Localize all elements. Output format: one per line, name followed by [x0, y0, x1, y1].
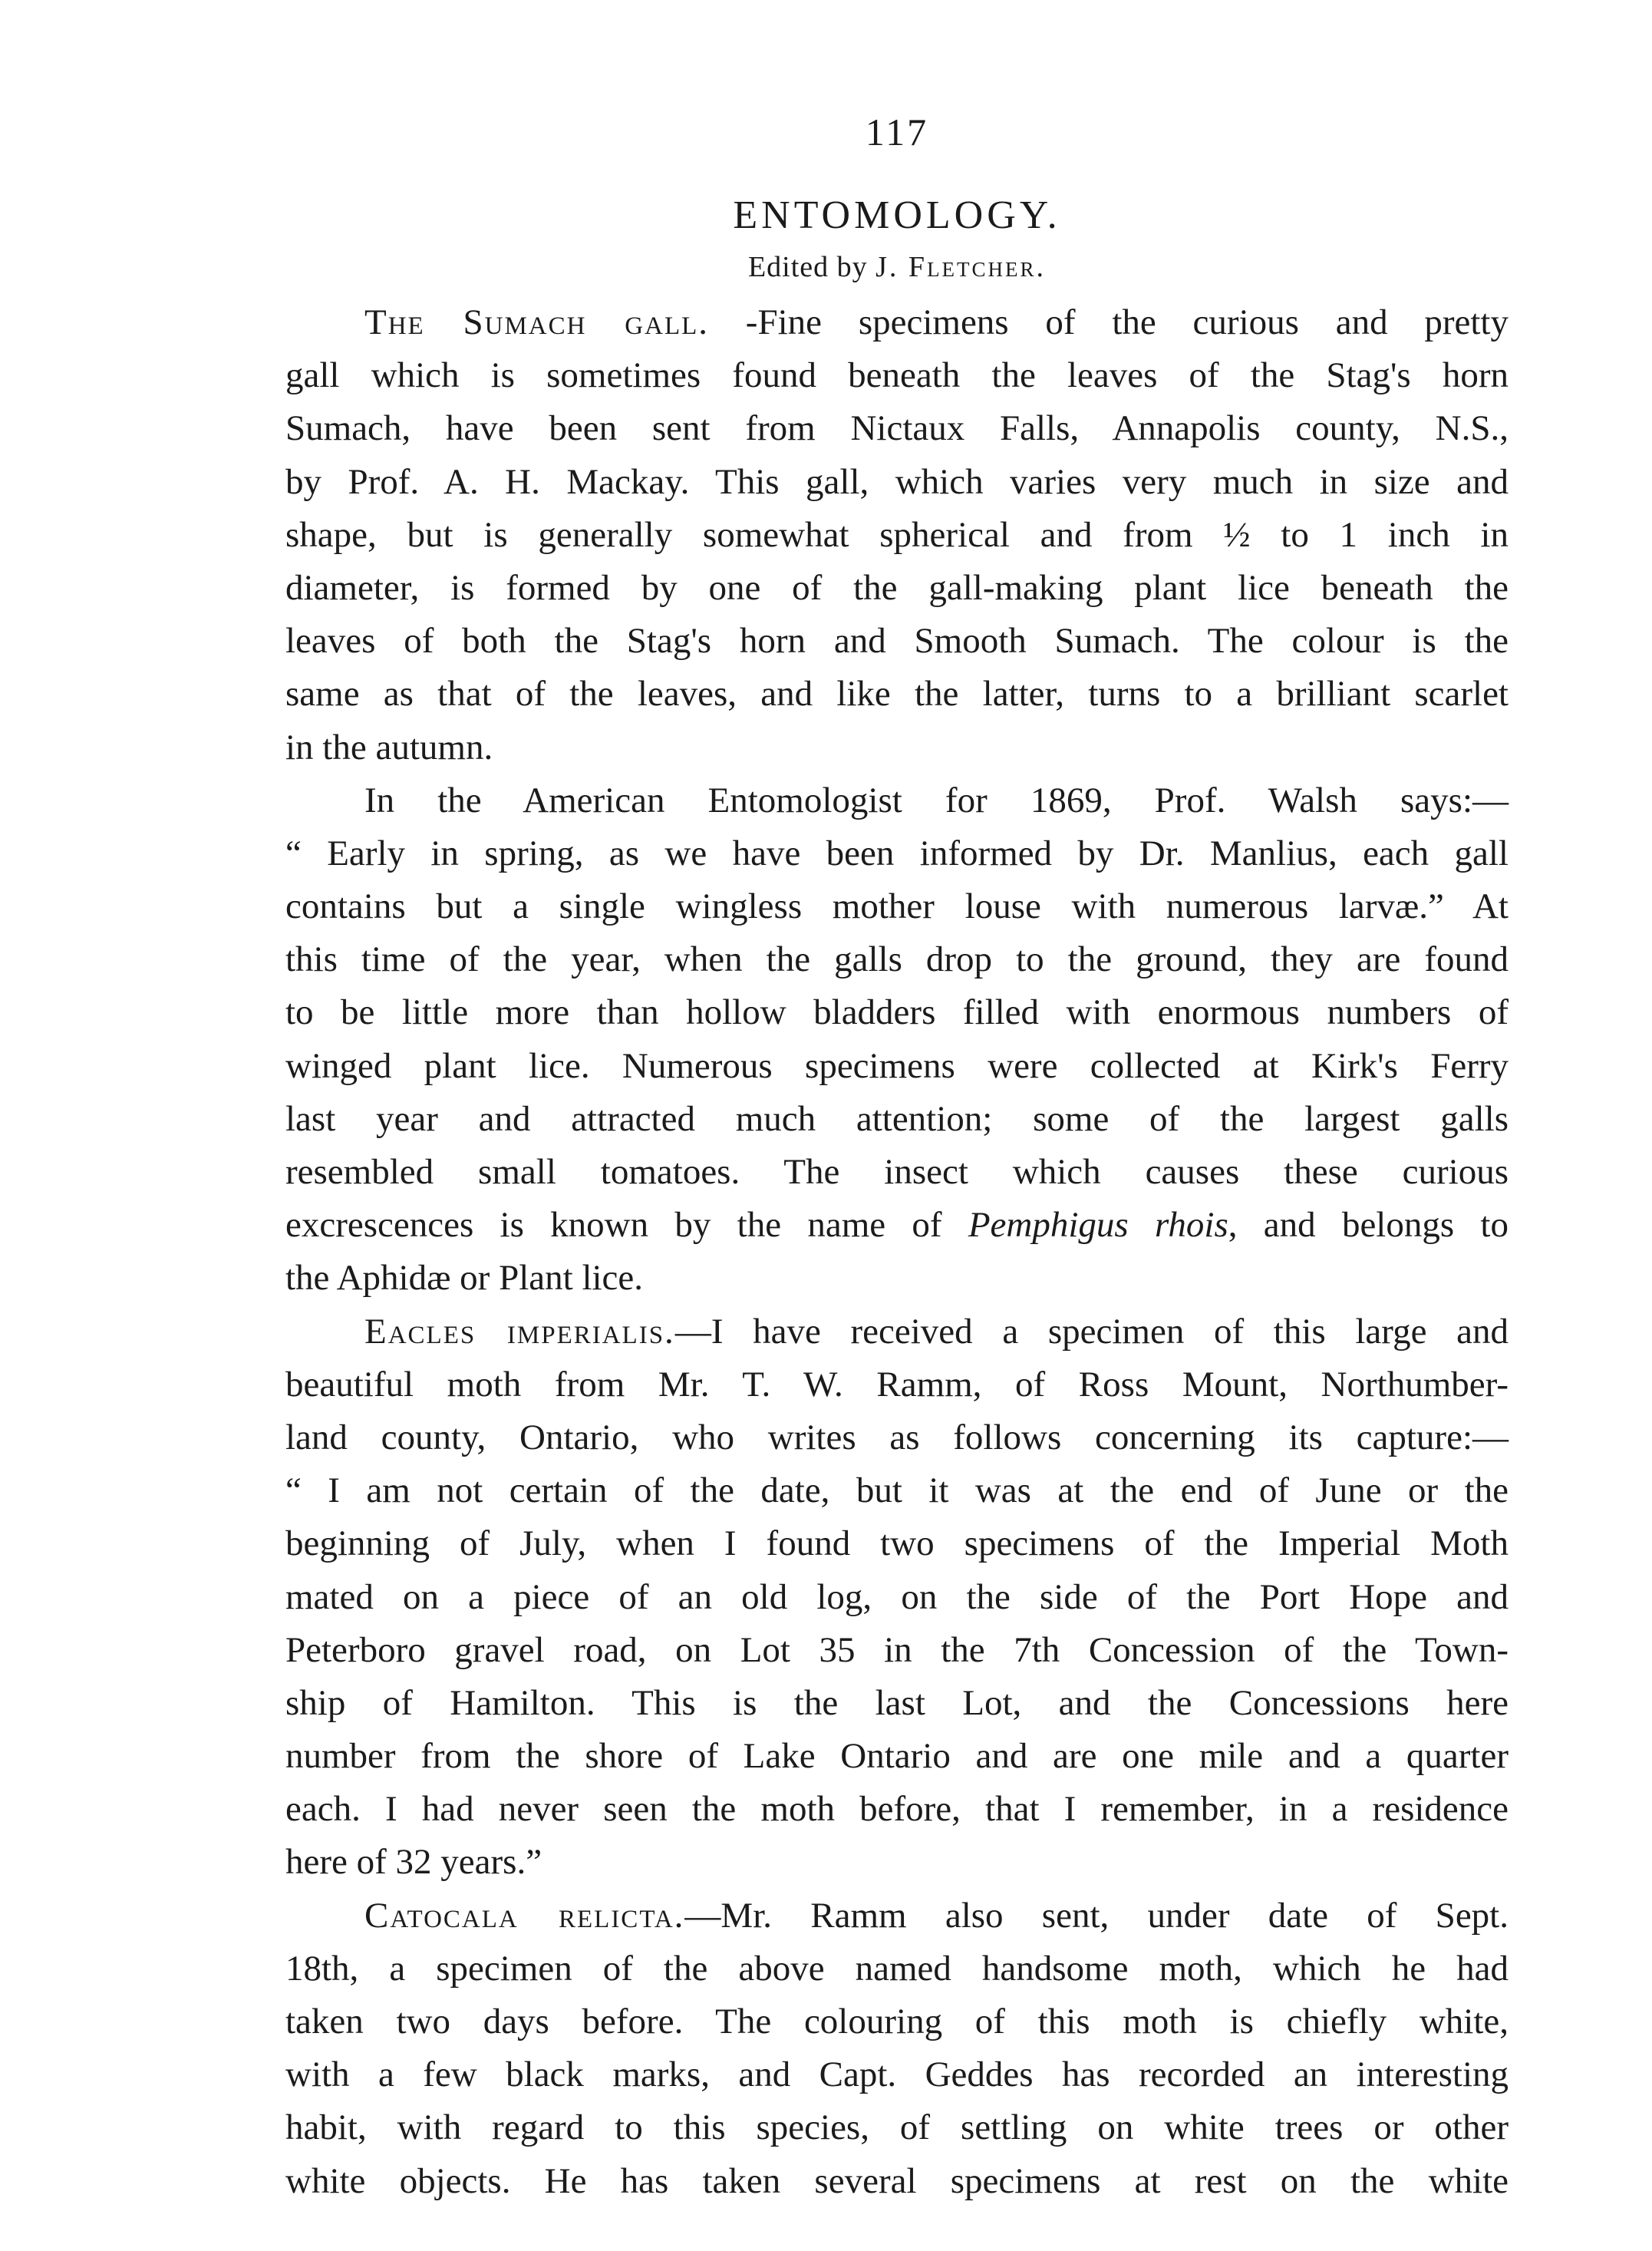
paragraph-line: diameter, is formed by one of the gall-making plant lice beneath the — [285, 567, 1509, 608]
paragraph-line: beginning of July, when I found two specimens of the Imperial Moth — [285, 1523, 1509, 1564]
line-text: —I have received a specimen of this large and — [674, 1311, 1509, 1352]
paragraph-heading: Catocala relicta. — [364, 1895, 685, 1936]
line-text: , and belongs to — [1228, 1205, 1509, 1246]
paragraph-line: with a few black marks, and Capt. Geddes has recorded an interesting — [285, 2055, 1509, 2095]
paragraph-line: 18th, a specimen of the above named handsome moth, which he had — [285, 1948, 1509, 1989]
paragraph-line: here of 32 years.” — [285, 1842, 542, 1883]
paragraph-heading: Eacles imperialis. — [364, 1311, 675, 1352]
paragraph-line: ship of Hamilton. This is the last Lot, and the Concessions here — [285, 1682, 1509, 1723]
paragraph-line: same as that of the leaves, and like the latter, turns to a brilliant scarlet — [285, 674, 1509, 715]
paragraph-line: to be little more than hollow bladders filled with enormous numbers of — [285, 992, 1509, 1033]
paragraph-line: taken two days before. The colouring of this moth is chiefly white, — [285, 2002, 1509, 2041]
body-text — [285, 296, 1509, 2208]
paragraph-line: beautiful moth from Mr. T. W. Ramm, of Ross Mount, Northumber- — [285, 1364, 1509, 1404]
section-title: ENTOMOLOGY. — [733, 193, 1061, 237]
paragraph-line: contains but a single wingless mother louse with numerous larvæ.” At — [285, 886, 1509, 927]
paragraph-line: “ Early in spring, as we have been informed by Dr. Manlius, each gall — [285, 833, 1509, 873]
paragraph-line: mated on a piece of an old log, on the side of the Port Hope and — [285, 1576, 1509, 1617]
paragraph-line: land county, Ontario, who writes as follows concerning its capture:— — [285, 1417, 1509, 1457]
editor-name: J. Fletcher. — [875, 251, 1047, 283]
paragraph-line: Sumach, have been sent from Nictaux Falls, Annapolis county, N.S., — [285, 408, 1509, 449]
paragraph-line — [285, 1890, 1509, 1942]
editor-prefix: Edited by — [747, 251, 876, 283]
paragraph-line: resembled small tomatoes. The insect which causes these curious — [285, 1152, 1509, 1192]
paragraph-line: “ I am not certain of the date, but it was at the end of June or the — [285, 1470, 1509, 1511]
paragraph-line: last year and attracted much attention; some of the largest galls — [285, 1098, 1509, 1139]
paragraph-line — [285, 296, 1509, 349]
paragraph-line — [285, 1305, 1509, 1358]
paragraph-line: in the autumn. — [285, 727, 493, 767]
paragraph-line: gall which is sometimes found beneath the leaves of the Stag's horn — [285, 355, 1509, 396]
paragraph-line: habit, with regard to this species, of settling on white trees or other — [285, 2107, 1509, 2148]
line-text: -Fine specimens of the curious and pretty — [709, 302, 1509, 342]
page-number: 117 — [865, 111, 929, 153]
paragraph-line: Peterboro gravel road, on Lot 35 in the 7th Concession of the Town- — [285, 1629, 1509, 1670]
paragraph-line: white objects. He has taken several specimens at rest on the white — [285, 2160, 1509, 2201]
paragraph-line: each. I had never seen the moth before, that I remember, in a residence — [285, 1789, 1509, 1830]
species-name: Pemphigus rhois — [968, 1205, 1228, 1246]
paragraph-line: by Prof. A. H. Mackay. This gall, which varies very much in size and — [285, 461, 1509, 502]
editor-line — [285, 249, 1509, 286]
paragraph-heading: The Sumach gall. — [364, 302, 710, 342]
paragraph-line — [285, 1199, 1509, 1252]
paragraph-line: winged plant lice. Numerous specimens were collected at Kirk's Ferry — [285, 1045, 1509, 1086]
line-text: —Mr. Ramm also sent, under date of Sept. — [684, 1895, 1509, 1936]
paragraph-line: this time of the year, when the galls drop to the ground, they are found — [285, 939, 1509, 980]
paragraph-line: number from the shore of Lake Ontario and are one mile and a quarter — [285, 1736, 1509, 1777]
paragraph-line: shape, but is generally somewhat spherical and from ½ to 1 inch in — [285, 514, 1509, 555]
paragraph-line: leaves of both the Stag's horn and Smooth Sumach. The colour is the — [285, 621, 1509, 662]
paragraph-line: the Aphidæ or Plant lice. — [285, 1258, 644, 1299]
paragraph-line: In the American Entomologist for 1869, Prof. Walsh says:— — [364, 780, 1509, 820]
line-text: excrescences is known by the name of — [285, 1205, 968, 1246]
